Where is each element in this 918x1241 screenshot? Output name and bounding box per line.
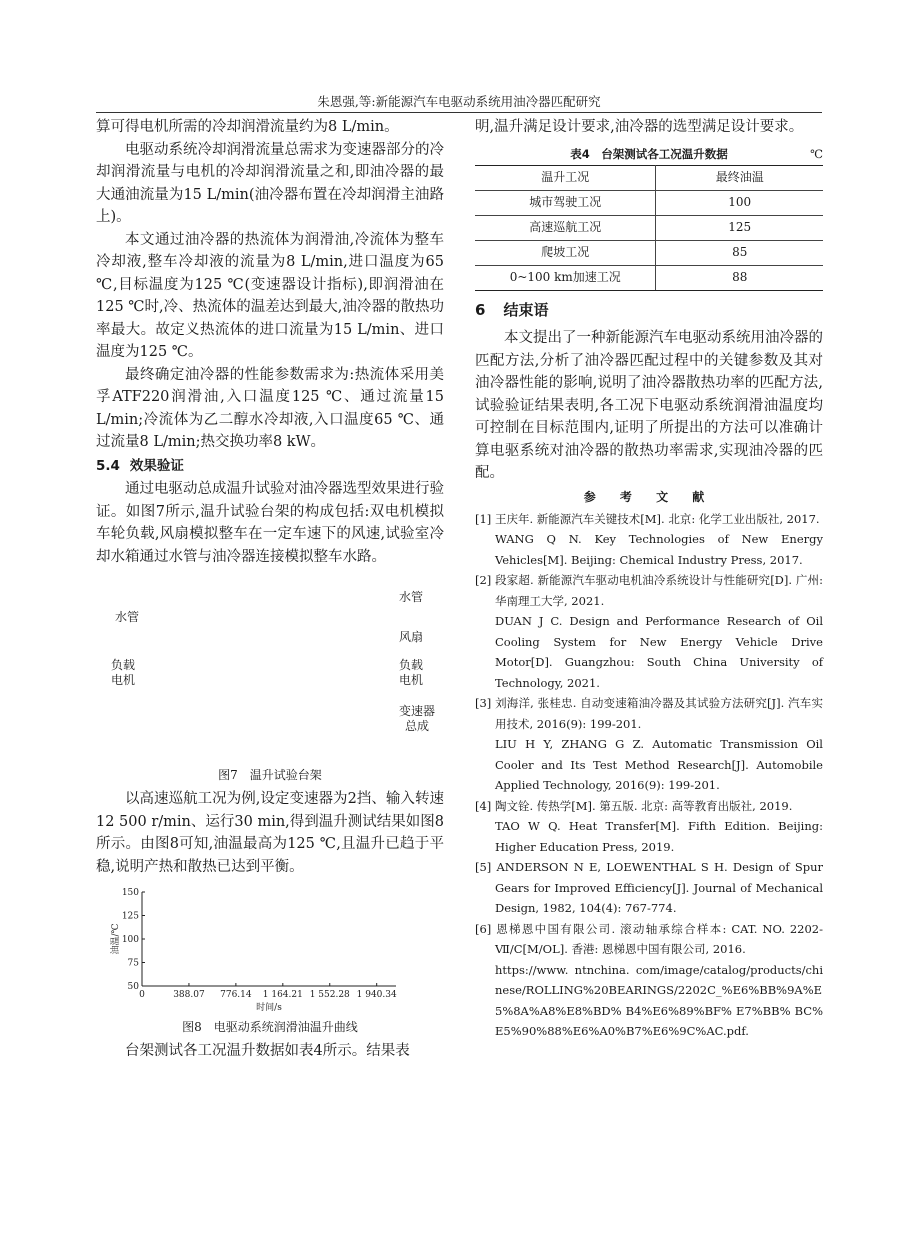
label-gearbox-assembly: 变速器 总成 xyxy=(399,704,436,733)
reference-item xyxy=(475,857,823,919)
table-header-row xyxy=(475,165,823,190)
section-heading xyxy=(96,455,444,478)
y-tick-label: 100 xyxy=(121,935,139,945)
y-tick-label: 50 xyxy=(127,982,139,992)
table-header-cell: 最终油温 xyxy=(656,165,823,190)
label-water-pipe-left: 水管 xyxy=(115,610,140,624)
paragraph: 通过电驱动总成温升试验对油冷器选型效果进行验证。如图7所示,温升试验台架的构成包括:双电机模拟车轮负载,风扇模拟整车在一定车速下的风速,试验室冷却水箱通过水管与油冷器连接模拟整车水路。 xyxy=(96,481,444,565)
reference-item xyxy=(475,509,823,571)
reference-item xyxy=(475,570,823,693)
header-rule xyxy=(96,112,822,113)
table-cell: 高速巡航工况 xyxy=(475,215,656,240)
table-4 xyxy=(475,165,823,291)
y-tick-label: 125 xyxy=(121,911,139,922)
reference-en: TAO W Q. Heat Transfer[M]. Fifth Edition. Beijing: Higher Education Press, 2019. xyxy=(495,819,823,854)
reference-item xyxy=(475,693,823,796)
x-axis-title: 时间/s xyxy=(256,1003,282,1013)
paragraph: 以高速巡航工况为例,设定变速器为2挡、输入转速12 500 r/min、运行30 min,得到温升测试结果如图8所示。由图8可知,油温最高为125 ℃,且温升已趋于平稳,说明产热和散热已达到平衡。 xyxy=(96,791,445,875)
figure-caption: 图7 温升试验台架 xyxy=(218,768,322,782)
section-title: 效果验证 xyxy=(129,457,184,474)
table-row xyxy=(475,240,823,265)
running-header: 朱恩强,等:新能源汽车电驱动系统用油冷器匹配研究 xyxy=(317,94,601,109)
table-unit: ℃ xyxy=(810,146,823,161)
table-row xyxy=(475,190,823,215)
x-tick-label: 1 940.34 xyxy=(356,990,397,1000)
paragraph: 算可得电机所需的冷却润滑流量约为8 L/min。 xyxy=(96,119,399,135)
table-cell: 88 xyxy=(656,265,823,290)
y-axis-title: 油温/℃ xyxy=(111,923,121,955)
table-row xyxy=(475,215,823,240)
reference-en: LIU H Y, ZHANG G Z. Automatic Transmission Oil Cooler and Its Test Method Research[J]. Automobile Applied Technology, 2016(9): 199-201. xyxy=(495,737,823,792)
figure-caption: 图8 电驱动系统润滑油温升曲线 xyxy=(182,1020,358,1034)
paragraph: 本文提出了一种新能源汽车电驱动系统用油冷器的匹配方法,分析了油冷器匹配过程中的关键参数及其对油冷器性能的影响,说明了油冷器散热功率的匹配方法,试验验证结果表明,各工况下电驱动系统润滑油温度均可控制在目标范围内,证明了所提出的方法可以准确计算电驱系统对油冷器的散热功率需求,实现油冷器的匹配。 xyxy=(475,330,823,481)
reference-cn: [5] ANDERSON N E, LOEWENTHAL S H. Design of Spur Gears for Improved Efficiency[J]. Journal of Mechanical Design, 1982, 104(4): 767-774. xyxy=(475,860,823,915)
y-tick-label: 150 xyxy=(121,888,139,898)
reference-url: https://www. ntnchina. com/image/catalog/products/chinese/ROLLING%20BEARINGS/2202C_%E6%BB%9A%E5%8A%A8%E8%BD% B4%E6%89%BF% E7%BB% BC% E5%90%88%E6%A0%B7%E6%9C%AC.pdf. xyxy=(495,962,823,1038)
table-cell: 爬坡工况 xyxy=(475,240,656,265)
figure-8-chart xyxy=(96,886,444,1016)
reference-en: WANG Q N. Key Technologies of New Energy Vehicles[M]. Beijing: Chemical Industry Press, 2017. xyxy=(495,532,823,567)
y-tick-label: 75 xyxy=(127,958,139,969)
x-tick-label: 388.07 xyxy=(173,990,205,1000)
paragraph: 本文通过油冷器的热流体为润滑油,冷流体为整车冷却液,整车冷却液的流量为8 L/min,进口温度为65 ℃,目标温度为125 ℃(变速器设计指标),即润滑油在125 ℃时,冷、热流体的温差达到最大,油冷器的散热功率最大。故定义热流体的进口流量为15 L/min、进口温度为125 ℃。 xyxy=(96,231,444,360)
left-column xyxy=(96,116,444,1063)
label-load-motor-left: 负载 电机 xyxy=(111,658,136,687)
reference-item xyxy=(475,919,823,1042)
reference-item xyxy=(475,796,823,858)
section-number: 6 xyxy=(475,300,486,319)
label-water-pipe-right: 水管 xyxy=(399,590,424,604)
paragraph: 最终确定油冷器的性能参数需求为:热流体采用美孚ATF220润滑油,入口温度125 ℃、通过流量15 L/min;冷流体为乙二醇水冷却液,入口温度65 ℃、通过流量8 L/min;热交换功率8 kW。 xyxy=(96,366,444,450)
reference-cn: [6] 恩梯恩中国有限公司. 滚动轴承综合样本: CAT. NO. 2202-Ⅶ/C[M/OL]. 香港: 恩梯恩中国有限公司, 2016. xyxy=(475,921,823,956)
x-tick-label: 1 164.21 xyxy=(262,990,303,1000)
paragraph: 明,温升满足设计要求,油冷器的选型满足设计要求。 xyxy=(475,119,804,135)
section-title: 结束语 xyxy=(503,300,549,319)
table-header-cell: 温升工况 xyxy=(475,165,656,190)
reference-cn: [2] 段家超. 新能源汽车驱动电机油冷系统设计与性能研究[D]. 广州: 华南理工大学, 2021. xyxy=(475,573,823,608)
section-heading xyxy=(475,299,823,322)
table-cell: 100 xyxy=(656,190,823,215)
table-cell: 85 xyxy=(656,240,823,265)
x-tick-label: 0 xyxy=(139,990,145,1000)
references-title: 参 考 文 献 xyxy=(583,489,715,504)
table-cell: 125 xyxy=(656,215,823,240)
paragraph: 电驱动系统冷却润滑流量总需求为变速器部分的冷却润滑流量与电机的冷却润滑流量之和,即油冷器的最大通油流量为15 L/min(油冷器布置在冷却润滑主油路上)。 xyxy=(96,141,444,225)
section-number: 5.4 xyxy=(96,457,120,474)
reference-en: DUAN J C. Design and Performance Research of Oil Cooling System for New Energy Vehicle Drive Motor[D]. Guangzhou: South China University of Technology, 2021. xyxy=(495,614,823,690)
reference-cn: [1] 王庆年. 新能源汽车关键技术[M]. 北京: 化学工业出版社, 2017. xyxy=(475,511,820,526)
x-tick-label: 1 552.28 xyxy=(309,990,350,1000)
table-cell: 城市驾驶工况 xyxy=(475,190,656,215)
x-tick-label: 776.14 xyxy=(220,990,252,1000)
label-load-motor-right: 负载 电机 xyxy=(399,658,424,687)
table-cell: 0~100 km加速工况 xyxy=(475,265,656,290)
temperature-rise-chart xyxy=(96,886,444,1016)
right-column xyxy=(475,116,823,1042)
table-row xyxy=(475,265,823,290)
table-title xyxy=(475,145,823,163)
reference-cn: [4] 陶文铨. 传热学[M]. 第五版. 北京: 高等教育出版社, 2019. xyxy=(475,798,793,813)
reference-cn: [3] 刘海洋, 张桂忠. 自动变速箱油冷器及其试验方法研究[J]. 汽车实用技术, 2016(9): 199-201. xyxy=(475,696,823,731)
figure-7-test-bench xyxy=(96,576,444,764)
paragraph: 台架测试各工况温升数据如表4所示。结果表 xyxy=(125,1043,410,1059)
table-caption: 表4 台架测试各工况温升数据 xyxy=(570,146,728,161)
label-fan: 风扇 xyxy=(399,630,424,644)
